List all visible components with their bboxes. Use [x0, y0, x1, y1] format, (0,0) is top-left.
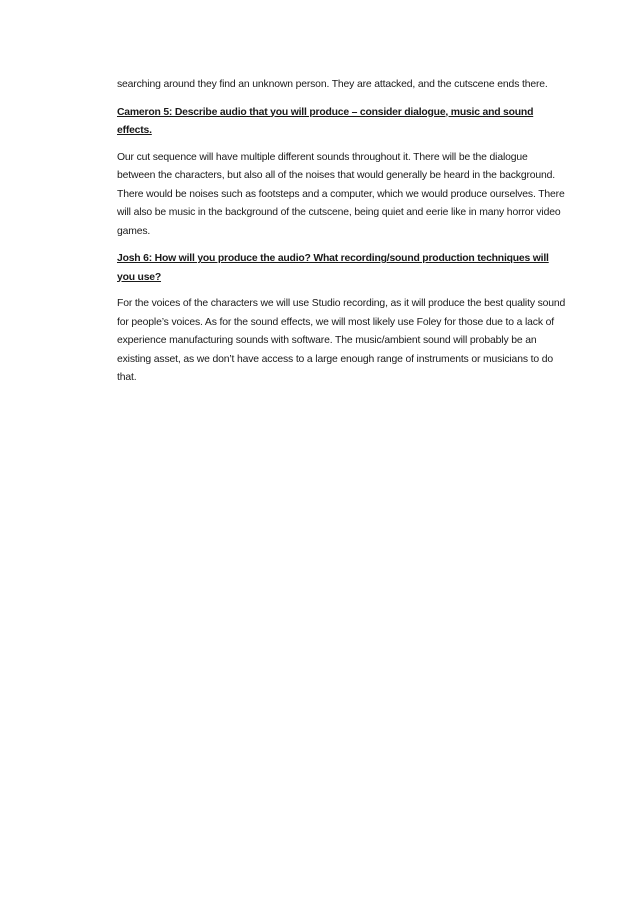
- question-heading-cameron-5: Cameron 5: Describe audio that you will produce – consider dialogue, music and sound effects.: [117, 106, 534, 136]
- answer-paragraph-audio-production: For the voices of the characters we will use Studio recording, as it will produce the best quality sound for people’s voices. As for the sound effects, we will most likely use Foley for those due to a lack of experience manufacturing sounds with software. The music/ambient sound will probably be an existing asset, as we don’t have access to a large enough range of instruments or musicians to do that.: [117, 298, 566, 383]
- document-body: [117, 76, 567, 397]
- question-heading-josh-6: Josh 6: How will you produce the audio? What recording/sound production techniques will you use?: [117, 253, 549, 283]
- continued-paragraph: searching around they find an unknown person. They are attacked, and the cutscene ends there.: [117, 79, 548, 90]
- answer-paragraph-audio-description: Our cut sequence will have multiple different sounds throughout it. There will be the dialogue between the characters, but also all of the noises that would generally be heard in the background. There would be noises such as footsteps and a computer, which we would produce ourselves. There will also be music in the background of the cutscene, being quiet and eerie like in many horror video games.: [117, 151, 565, 237]
